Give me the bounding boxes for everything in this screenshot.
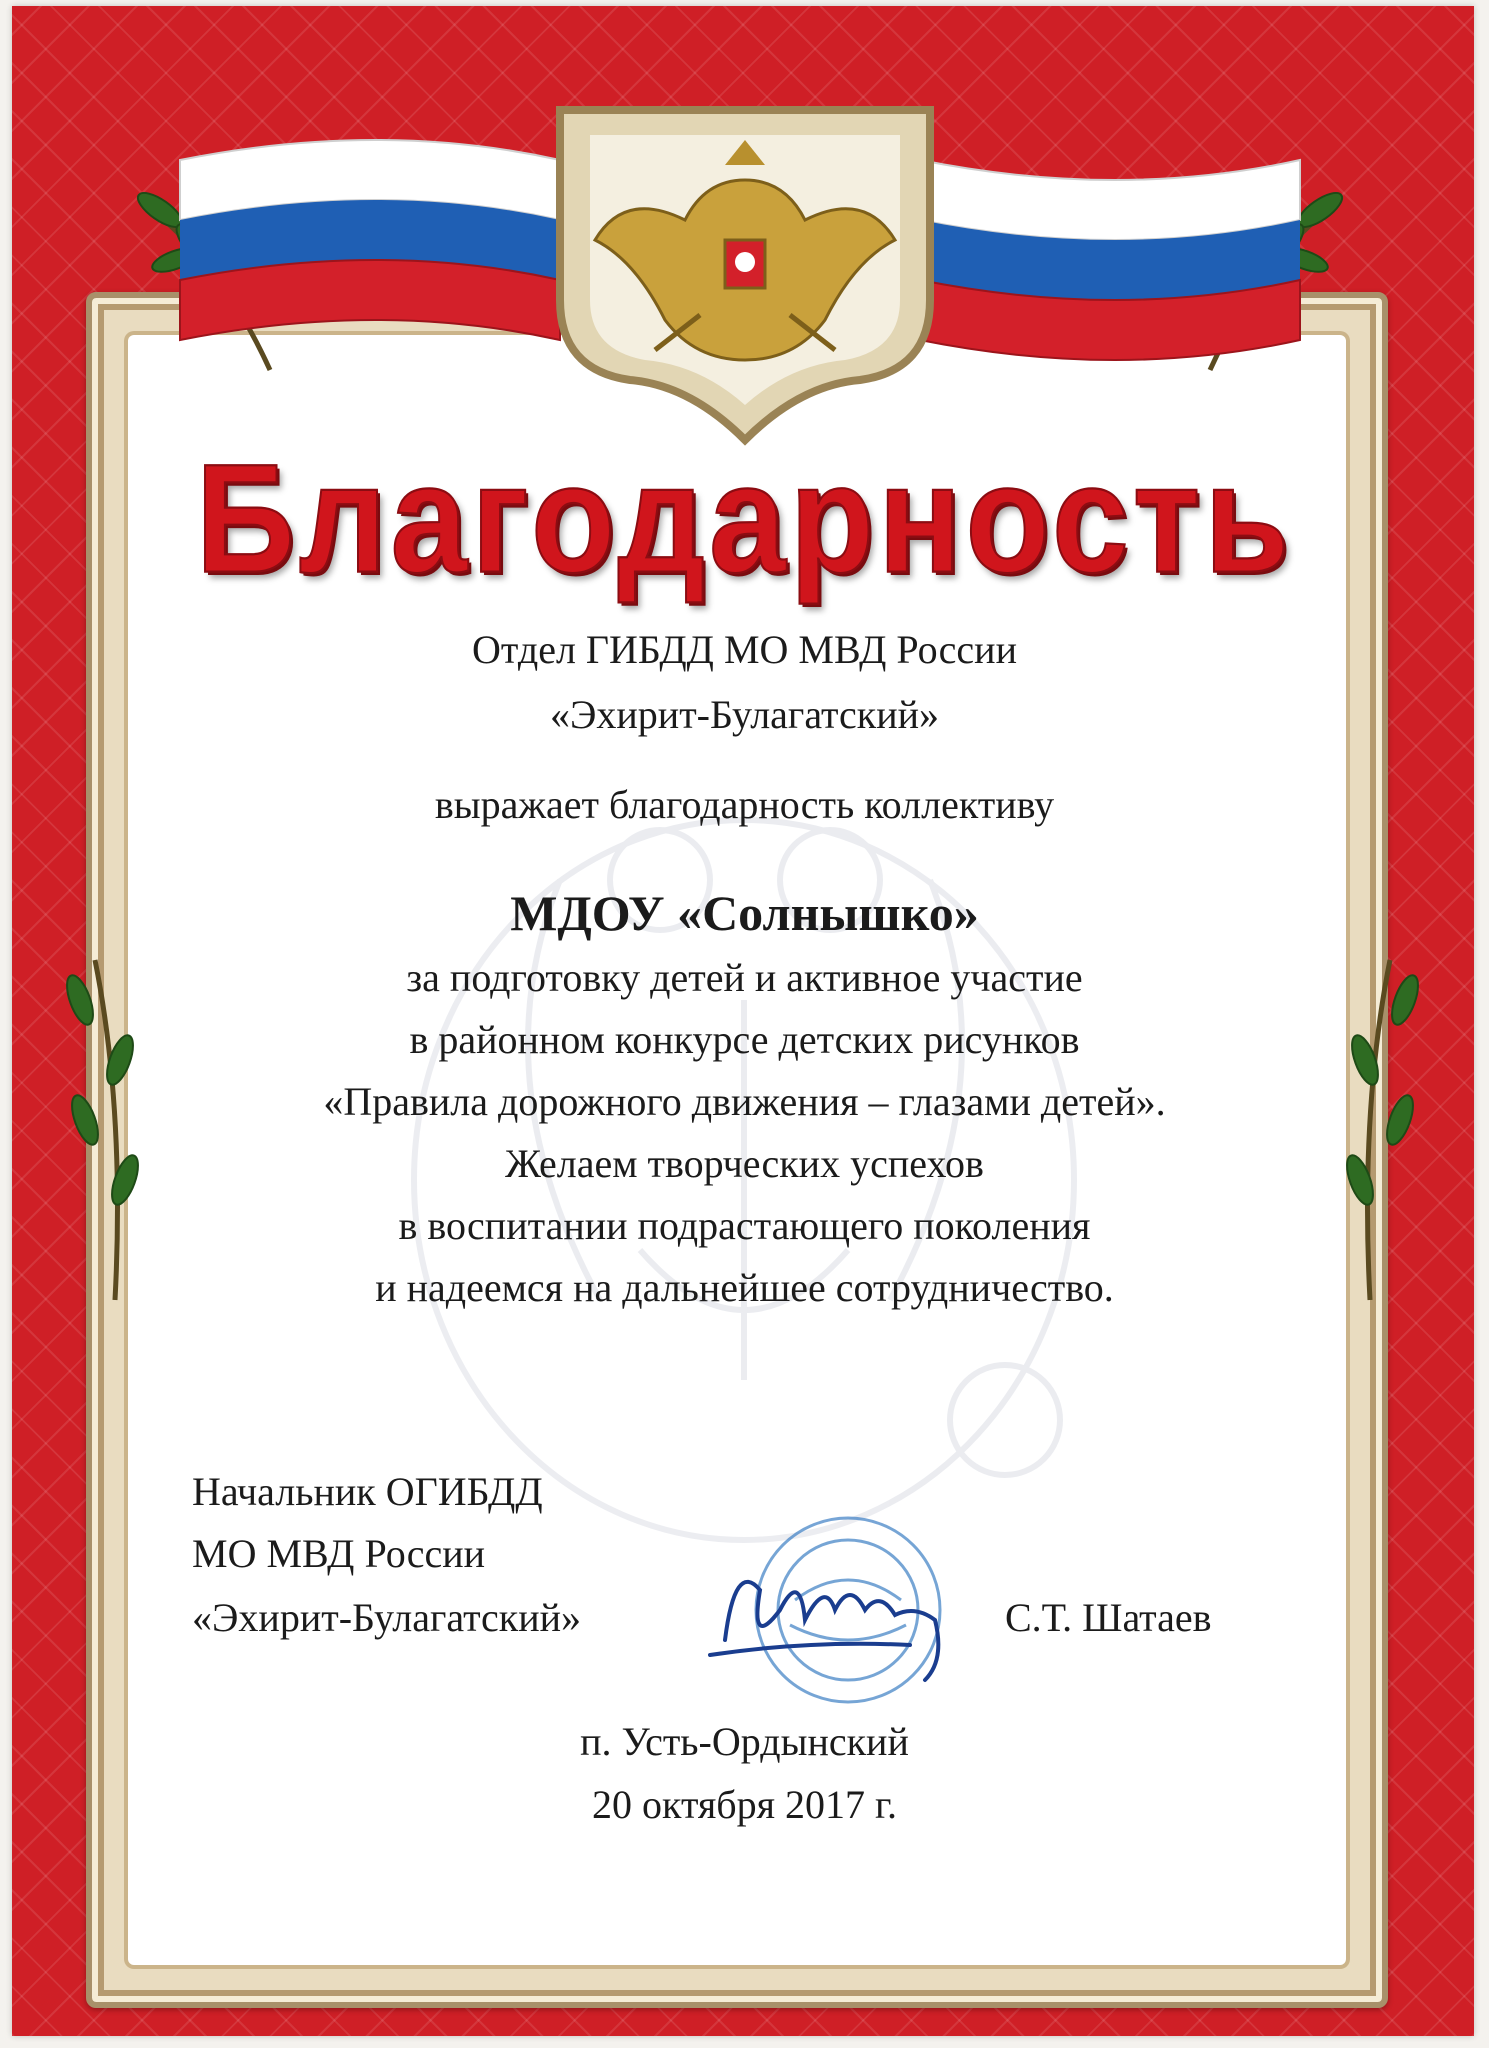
issuer-line-2: «Эхирит-Булагатский» bbox=[549, 692, 940, 737]
issuer-line-1: Отдел ГИБДД МО МВД России bbox=[472, 627, 1017, 672]
signatory-position-line-2: МО МВД России bbox=[192, 1531, 486, 1576]
reason-line-1: за подготовку детей и активное участие bbox=[406, 955, 1083, 1000]
expresses-text: выражает благодарность коллективу bbox=[434, 782, 1055, 827]
reason-line-5: в воспитании подрастающего поколения bbox=[398, 1203, 1091, 1248]
reason-line-2: в районном конкурсе детских рисунков bbox=[409, 1017, 1080, 1062]
issue-place: п. Усть-Ордынский bbox=[580, 1719, 909, 1764]
certificate-title: Благодарность bbox=[195, 432, 1294, 606]
reason-line-6: и надеемся на дальнейшее сотрудничество. bbox=[375, 1265, 1114, 1310]
coat-of-arms-icon bbox=[560, 110, 930, 440]
recipient-name: МДОУ «Солнышко» bbox=[510, 885, 979, 941]
signatory-position-line-1: Начальник ОГИБДД bbox=[192, 1469, 543, 1514]
reason-line-3: «Правила дорожного движения – глазами детей». bbox=[323, 1079, 1166, 1124]
signature-icon bbox=[710, 1582, 938, 1680]
reason-line-4: Желаем творческих успехов bbox=[505, 1141, 984, 1186]
issue-date: 20 октября 2017 г. bbox=[592, 1782, 897, 1827]
signatory-position-line-3: «Эхирит-Булагатский» bbox=[192, 1595, 582, 1640]
signatory-name: С.Т. Шатаев bbox=[1005, 1595, 1212, 1640]
